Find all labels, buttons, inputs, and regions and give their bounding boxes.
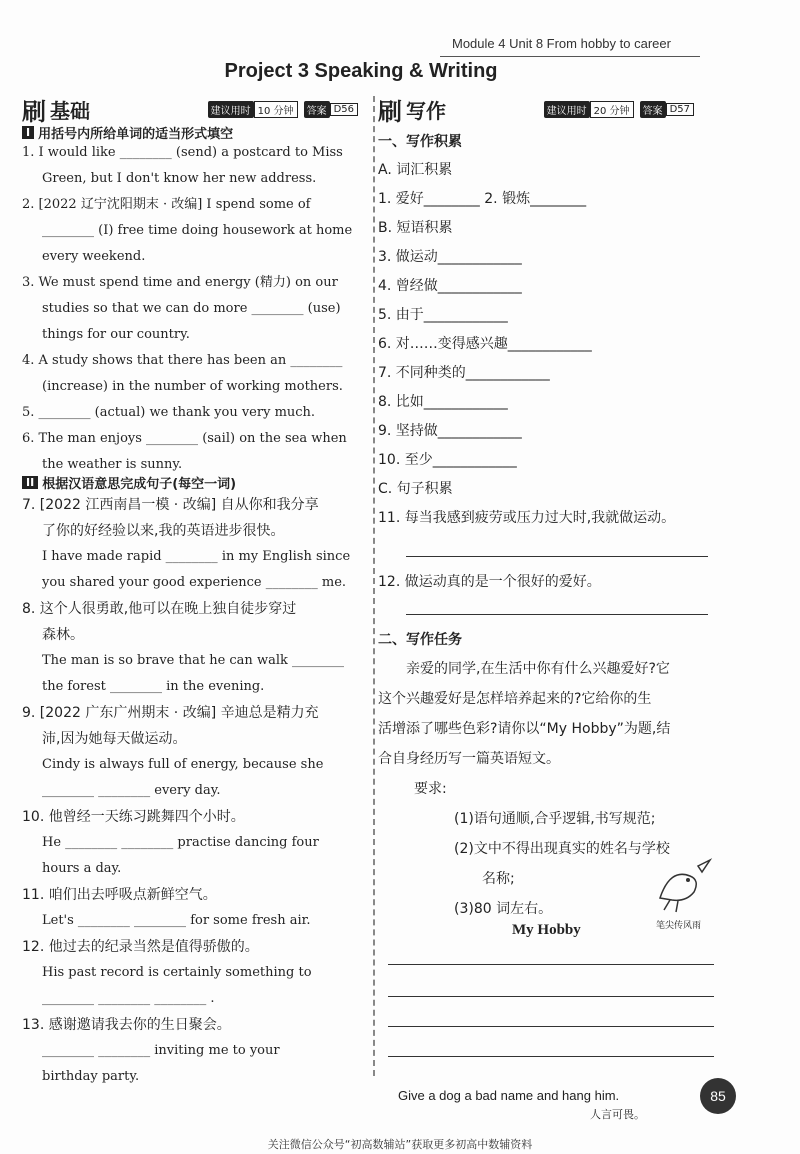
roman-numeral: II <box>22 476 38 489</box>
part2-heading <box>22 473 236 492</box>
question-line: 12. 他过去的纪录当然是值得骄傲的。 <box>22 939 259 955</box>
phrase-line: 6. 对……变得感兴趣____________ <box>378 336 592 352</box>
heading: 二、写作任务 <box>378 632 462 648</box>
sentence-line: 12. 做运动真的是一个很好的爱好。 <box>378 574 601 590</box>
question-line: 1. I would like ________ (send) a postcard to Miss <box>22 145 343 160</box>
phrase-line: 5. 由于____________ <box>378 307 508 323</box>
time-value: 20 分钟 <box>590 101 634 118</box>
time-key: 建议用时 <box>208 101 254 118</box>
footer-note: 关注微信公众号“初高数辅站”获取更多初高中数辅资料 <box>267 1138 533 1151</box>
question-line: birthday party. <box>42 1069 140 1084</box>
question-line: hours a day. <box>42 861 122 876</box>
left-section-header <box>22 92 364 127</box>
question-line: 森林。 <box>42 627 84 643</box>
writing-line <box>388 964 714 965</box>
answer-line <box>406 614 708 615</box>
question-line: 沛,因为她每天做运动。 <box>42 731 187 747</box>
question-line: 4. A study shows that there has been an ________ <box>22 353 343 368</box>
time-value: 10 分钟 <box>254 101 298 118</box>
vocab-line: 1. 爱好________ 2. 锻炼________ <box>378 191 587 207</box>
question-line: (increase) in the number of working mothers. <box>42 379 343 394</box>
question-line: ________ ________ inviting me to your <box>42 1043 280 1058</box>
question-line: 3. We must spend time and energy (精力) on our <box>22 275 338 290</box>
question-line: 10. 他曾经一天练习跳舞四个小时。 <box>22 809 245 825</box>
sketch-caption: 笔尖传风雨 <box>656 921 702 931</box>
page-title: Project 3 Speaking & Writing <box>224 60 498 82</box>
phrase-line: 4. 曾经做____________ <box>378 278 522 294</box>
part2-title: 根据汉语意思完成句子(每空一词) <box>42 477 237 492</box>
heading: 一、写作积累 <box>378 134 462 150</box>
question-line: 了你的好经验以来,我的英语进步很快。 <box>42 523 285 539</box>
right-section-title <box>378 92 446 127</box>
task-text: 这个兴趣爱好是怎样培养起来的?它给你的生 <box>378 691 652 707</box>
brush-glyph: 刷 <box>378 98 402 126</box>
question-line: you shared your good experience ________ me. <box>42 575 347 590</box>
answer-value: D57 <box>666 103 694 116</box>
sub-heading: A. 词汇积累 <box>378 162 453 178</box>
brush-glyph: 刷 <box>22 98 46 126</box>
part1-title: 用括号内所给单词的适当形式填空 <box>38 127 234 142</box>
answer-line <box>406 556 708 557</box>
question-line: ________ (I) free time doing housework at home <box>42 223 353 238</box>
requirement: (1)语句通顺,合乎逻辑,书写规范; <box>454 811 656 827</box>
question-line: 9. [2022 广东广州期末 · 改编] 辛迪总是精力充 <box>22 705 319 721</box>
time-answer-tag <box>208 101 364 118</box>
section-label: 写作 <box>406 99 446 123</box>
task-text: 亲爱的同学,在生活中你有什么兴趣爱好?它 <box>406 661 670 677</box>
task-text: 活增添了哪些色彩?请你以“My Hobby”为题,结 <box>378 721 671 737</box>
phrase-line: 7. 不同种类的____________ <box>378 365 550 381</box>
section-label: 基础 <box>50 99 90 123</box>
answer-value: D56 <box>330 103 358 116</box>
question-line: Green, but I don't know her new address. <box>42 171 317 186</box>
column-divider <box>373 96 375 1076</box>
writing-line <box>388 1026 714 1027</box>
time-key: 建议用时 <box>544 101 590 118</box>
answer-key: 答案 <box>640 101 666 118</box>
question-line: Cindy is always full of energy, because she <box>42 757 324 772</box>
requirement: (3)80 词左右。 <box>454 901 553 917</box>
proverb-english: Give a dog a bad name and hang him. <box>398 1088 620 1103</box>
page-number: 85 <box>700 1078 736 1114</box>
question-line: He ________ ________ practise dancing four <box>42 835 319 850</box>
sub-heading: C. 句子积累 <box>378 481 453 497</box>
roman-numeral: I <box>22 126 34 139</box>
phrase-line: 9. 坚持做____________ <box>378 423 522 439</box>
question-line: 2. [2022 辽宁沈阳期末 · 改编] I spend some of <box>22 197 311 212</box>
bird-writing-sketch <box>650 858 716 922</box>
requirement: (2)文中不得出现真实的姓名与学校 <box>454 841 670 857</box>
question-line: the forest ________ in the evening. <box>42 679 265 694</box>
question-line: ________ ________ ________ . <box>42 991 215 1006</box>
task-text: 合自身经历写一篇英语短文。 <box>378 751 560 767</box>
question-line: I have made rapid ________ in my English since <box>42 549 351 564</box>
question-line: studies so that we can do more ________ (use) <box>42 301 341 316</box>
essay-title: My Hobby <box>512 922 581 938</box>
requirement: 名称; <box>482 871 515 887</box>
question-line: 6. The man enjoys ________ (sail) on the sea when <box>22 431 347 446</box>
writing-line <box>388 996 714 997</box>
question-line: His past record is certainly something to <box>42 965 312 980</box>
phrase-line: 3. 做运动____________ <box>378 249 522 265</box>
right-section-header <box>378 92 700 127</box>
question-line: 7. [2022 江西南昌一模 · 改编] 自从你和我分享 <box>22 497 319 513</box>
sub-heading: B. 短语积累 <box>378 220 453 236</box>
question-line: Let's ________ ________ for some fresh air. <box>42 913 311 928</box>
phrase-line: 10. 至少____________ <box>378 452 517 468</box>
question-line: the weather is sunny. <box>42 457 183 472</box>
question-line: every weekend. <box>42 249 146 264</box>
sentence-line: 11. 每当我感到疲劳或压力过大时,我就做运动。 <box>378 510 676 526</box>
question-line: The man is so brave that he can walk ________ <box>42 653 344 668</box>
question-line: things for our country. <box>42 327 190 342</box>
requirements-label: 要求: <box>414 781 447 797</box>
question-line: 11. 咱们出去呼吸点新鲜空气。 <box>22 887 217 903</box>
question-line: 13. 感谢邀请我去你的生日聚会。 <box>22 1017 231 1033</box>
phrase-line: 8. 比如____________ <box>378 394 508 410</box>
running-head: Module 4 Unit 8 From hobby to career <box>452 36 671 51</box>
left-questions-b <box>22 492 367 1090</box>
answer-key: 答案 <box>304 101 330 118</box>
left-section-title <box>22 92 90 127</box>
proverb-chinese: 人言可畏。 <box>590 1108 645 1121</box>
header-rule <box>440 56 700 57</box>
question-line: 8. 这个人很勇敢,他可以在晚上独自徒步穿过 <box>22 601 297 617</box>
question-line: ________ ________ every day. <box>42 783 221 798</box>
left-questions-a <box>22 140 367 478</box>
right-writing-accumulation <box>378 128 718 533</box>
writing-line <box>388 1056 714 1057</box>
question-line: 5. ________ (actual) we thank you very much. <box>22 405 316 420</box>
time-answer-tag <box>544 101 700 118</box>
